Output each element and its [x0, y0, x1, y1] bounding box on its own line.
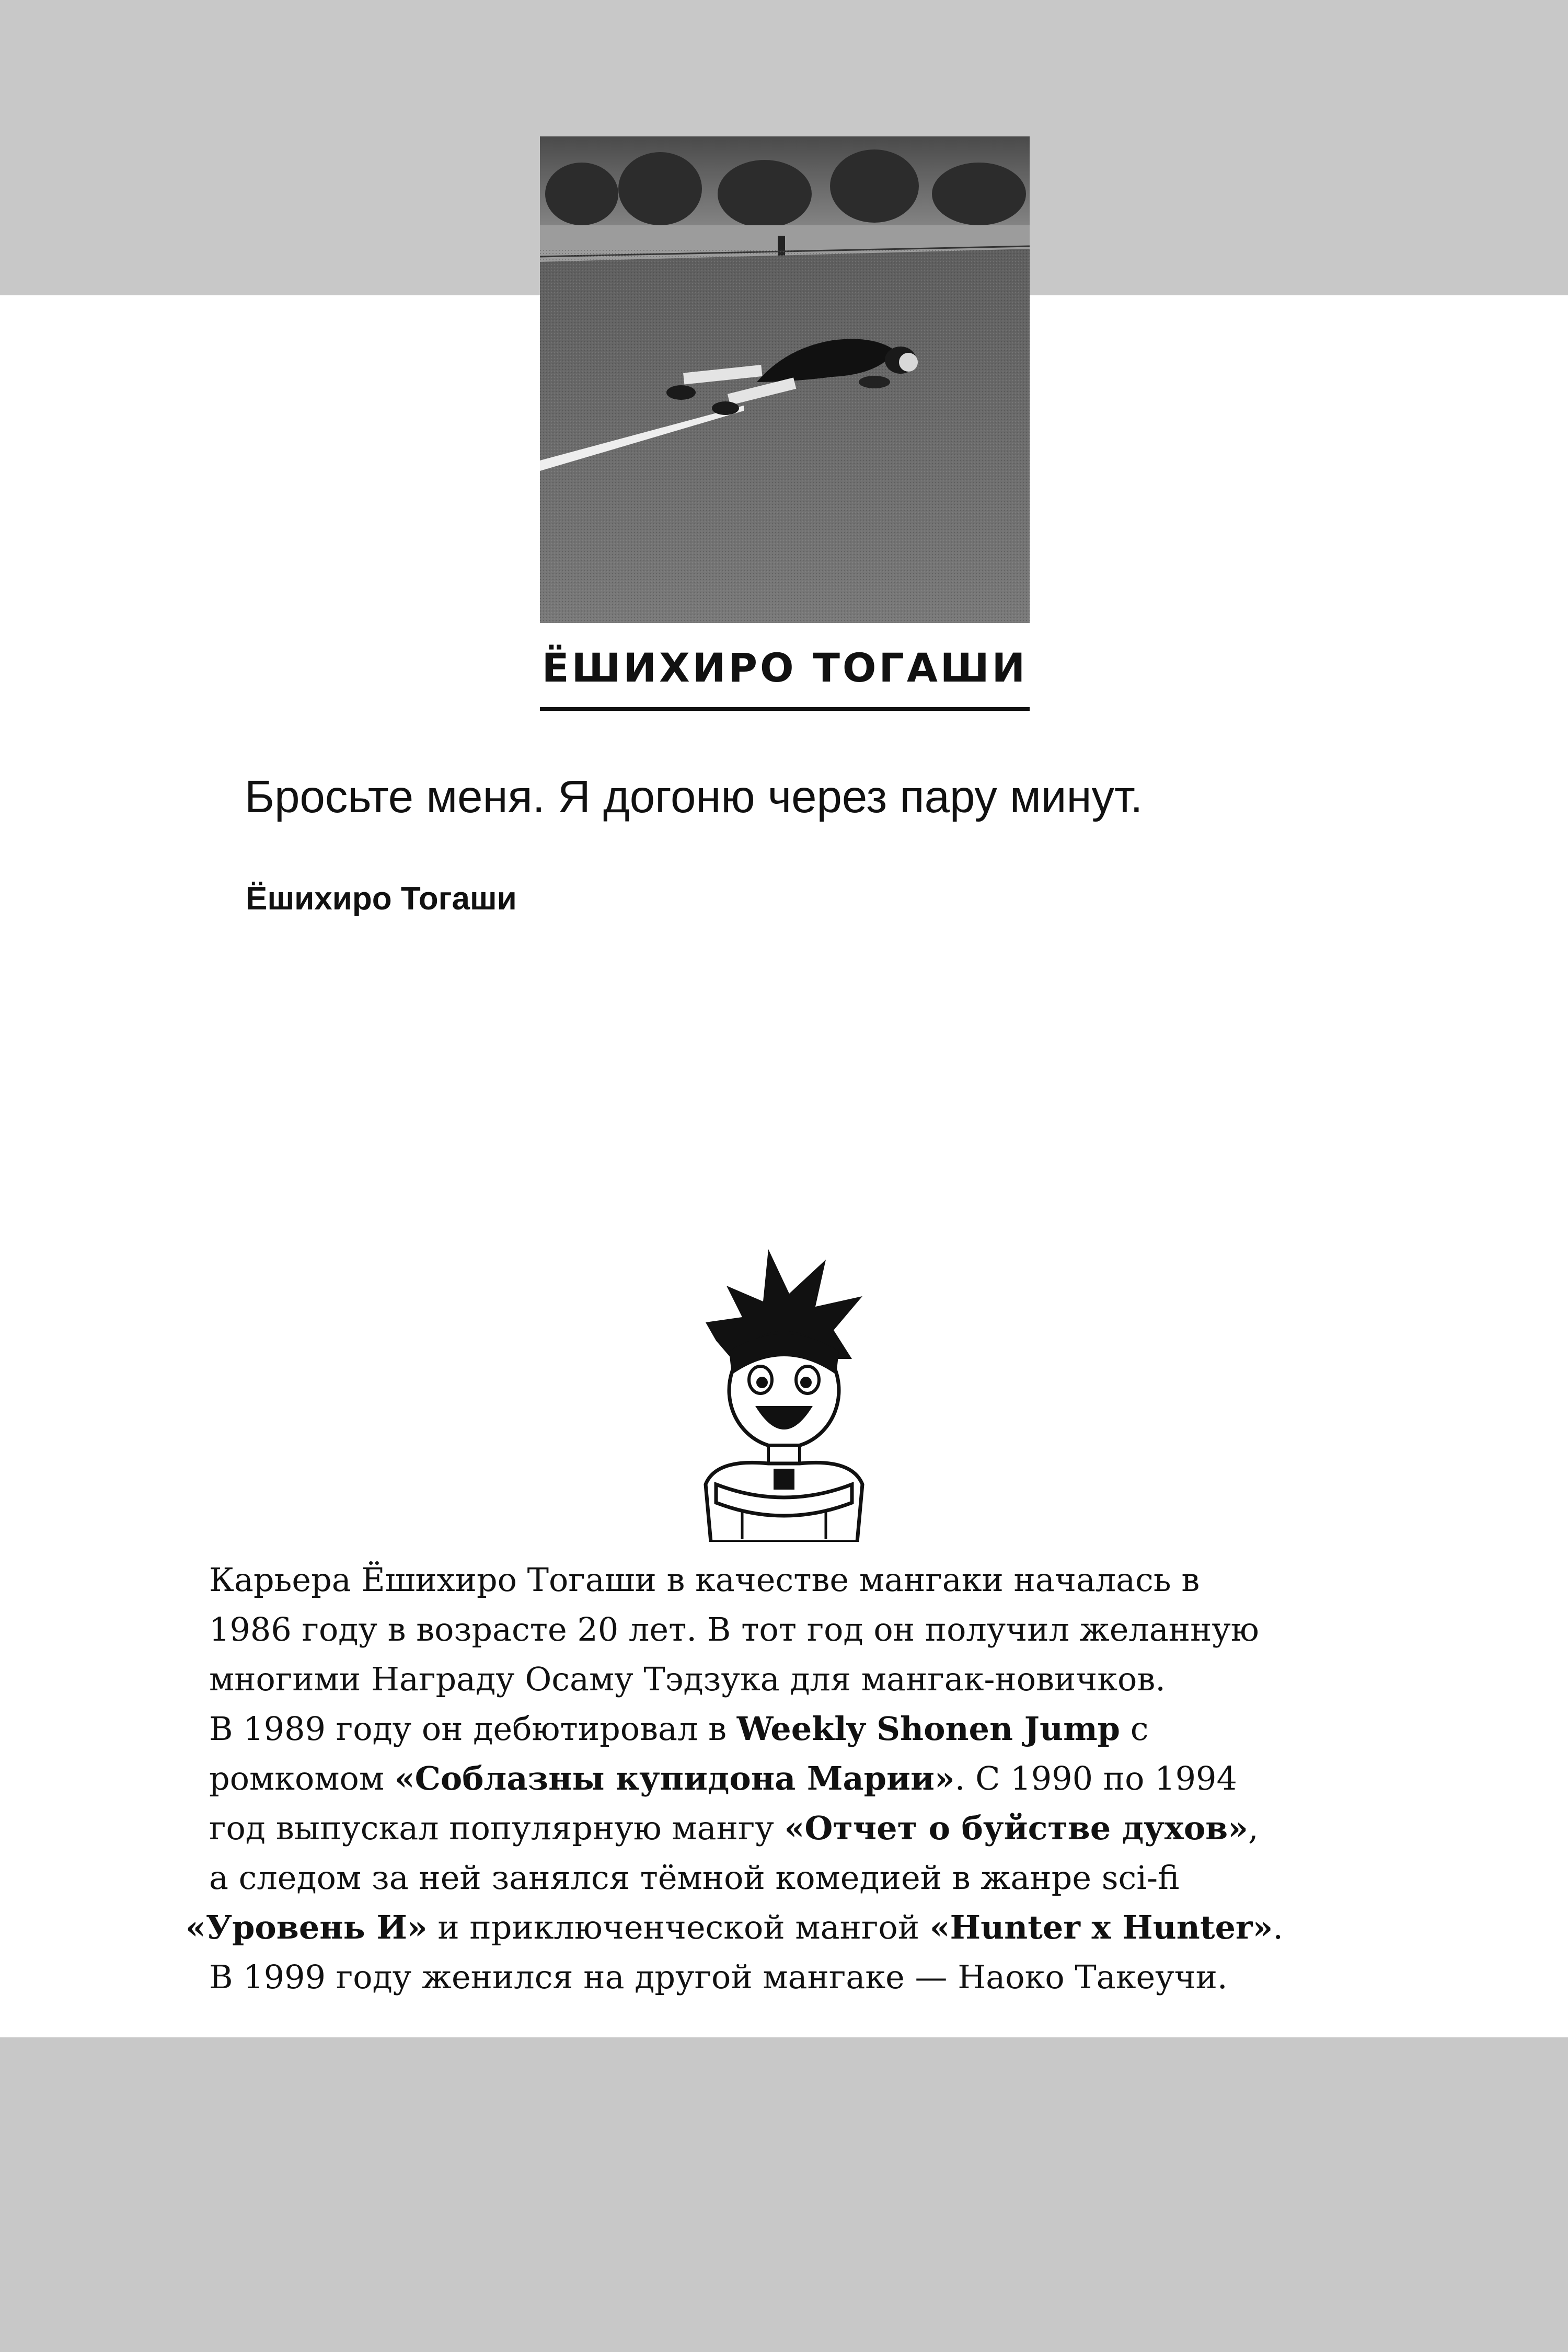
- bio-title-yu-yu-hakusho: «Отчет о буйстве духов»: [784, 1809, 1248, 1847]
- author-photo: [540, 136, 1030, 623]
- biography: [186, 1555, 1380, 2002]
- bio-line: Карьера Ёшихиро Тогаши в качестве мангаки началась в: [209, 1561, 1200, 1599]
- bio-line: а следом за ней занялся тёмной комедией в жанре sci-fi: [209, 1859, 1180, 1897]
- quote-attribution: Ёшихиро Тогаши: [246, 881, 517, 917]
- character-drawing: [695, 1239, 873, 1542]
- bio-line: «Уровень И» и приключенческой мангой «Hunter x Hunter».: [186, 1908, 1284, 1946]
- bio-line: ромкомом «Соблазны купидона Марии». С 1990 по 1994: [209, 1759, 1237, 1797]
- bio-title-hunter-x-hunter: «Hunter x Hunter»: [929, 1908, 1273, 1946]
- bio-title-cupid: «Соблазны купидона Марии»: [394, 1759, 955, 1797]
- bio-line: В 1989 году он дебютировал в Weekly Shonen Jump с: [209, 1710, 1149, 1748]
- bio-line: год выпускал популярную мангу «Отчет о буйстве духов»,: [209, 1809, 1259, 1847]
- bio-line: 1986 году в возрасте 20 лет. В тот год он получил желанную: [209, 1610, 1259, 1648]
- author-name-heading: ЁШИХИРО ТОГАШИ: [541, 644, 1028, 691]
- bio-title-weekly-shonen-jump: Weekly Shonen Jump: [736, 1710, 1121, 1748]
- author-quote: Бросьте меня. Я догоню через пару минут.: [245, 771, 1143, 822]
- bio-title-level-e: «Уровень И»: [186, 1908, 428, 1946]
- bottom-gray-band: [0, 2037, 1568, 2352]
- heading-underline: [540, 707, 1030, 711]
- bio-line: В 1999 году женился на другой мангаке — Наоко Такеучи.: [209, 1958, 1228, 1996]
- bio-line: многими Награду Осаму Тэдзука для мангак-новичков.: [209, 1660, 1166, 1698]
